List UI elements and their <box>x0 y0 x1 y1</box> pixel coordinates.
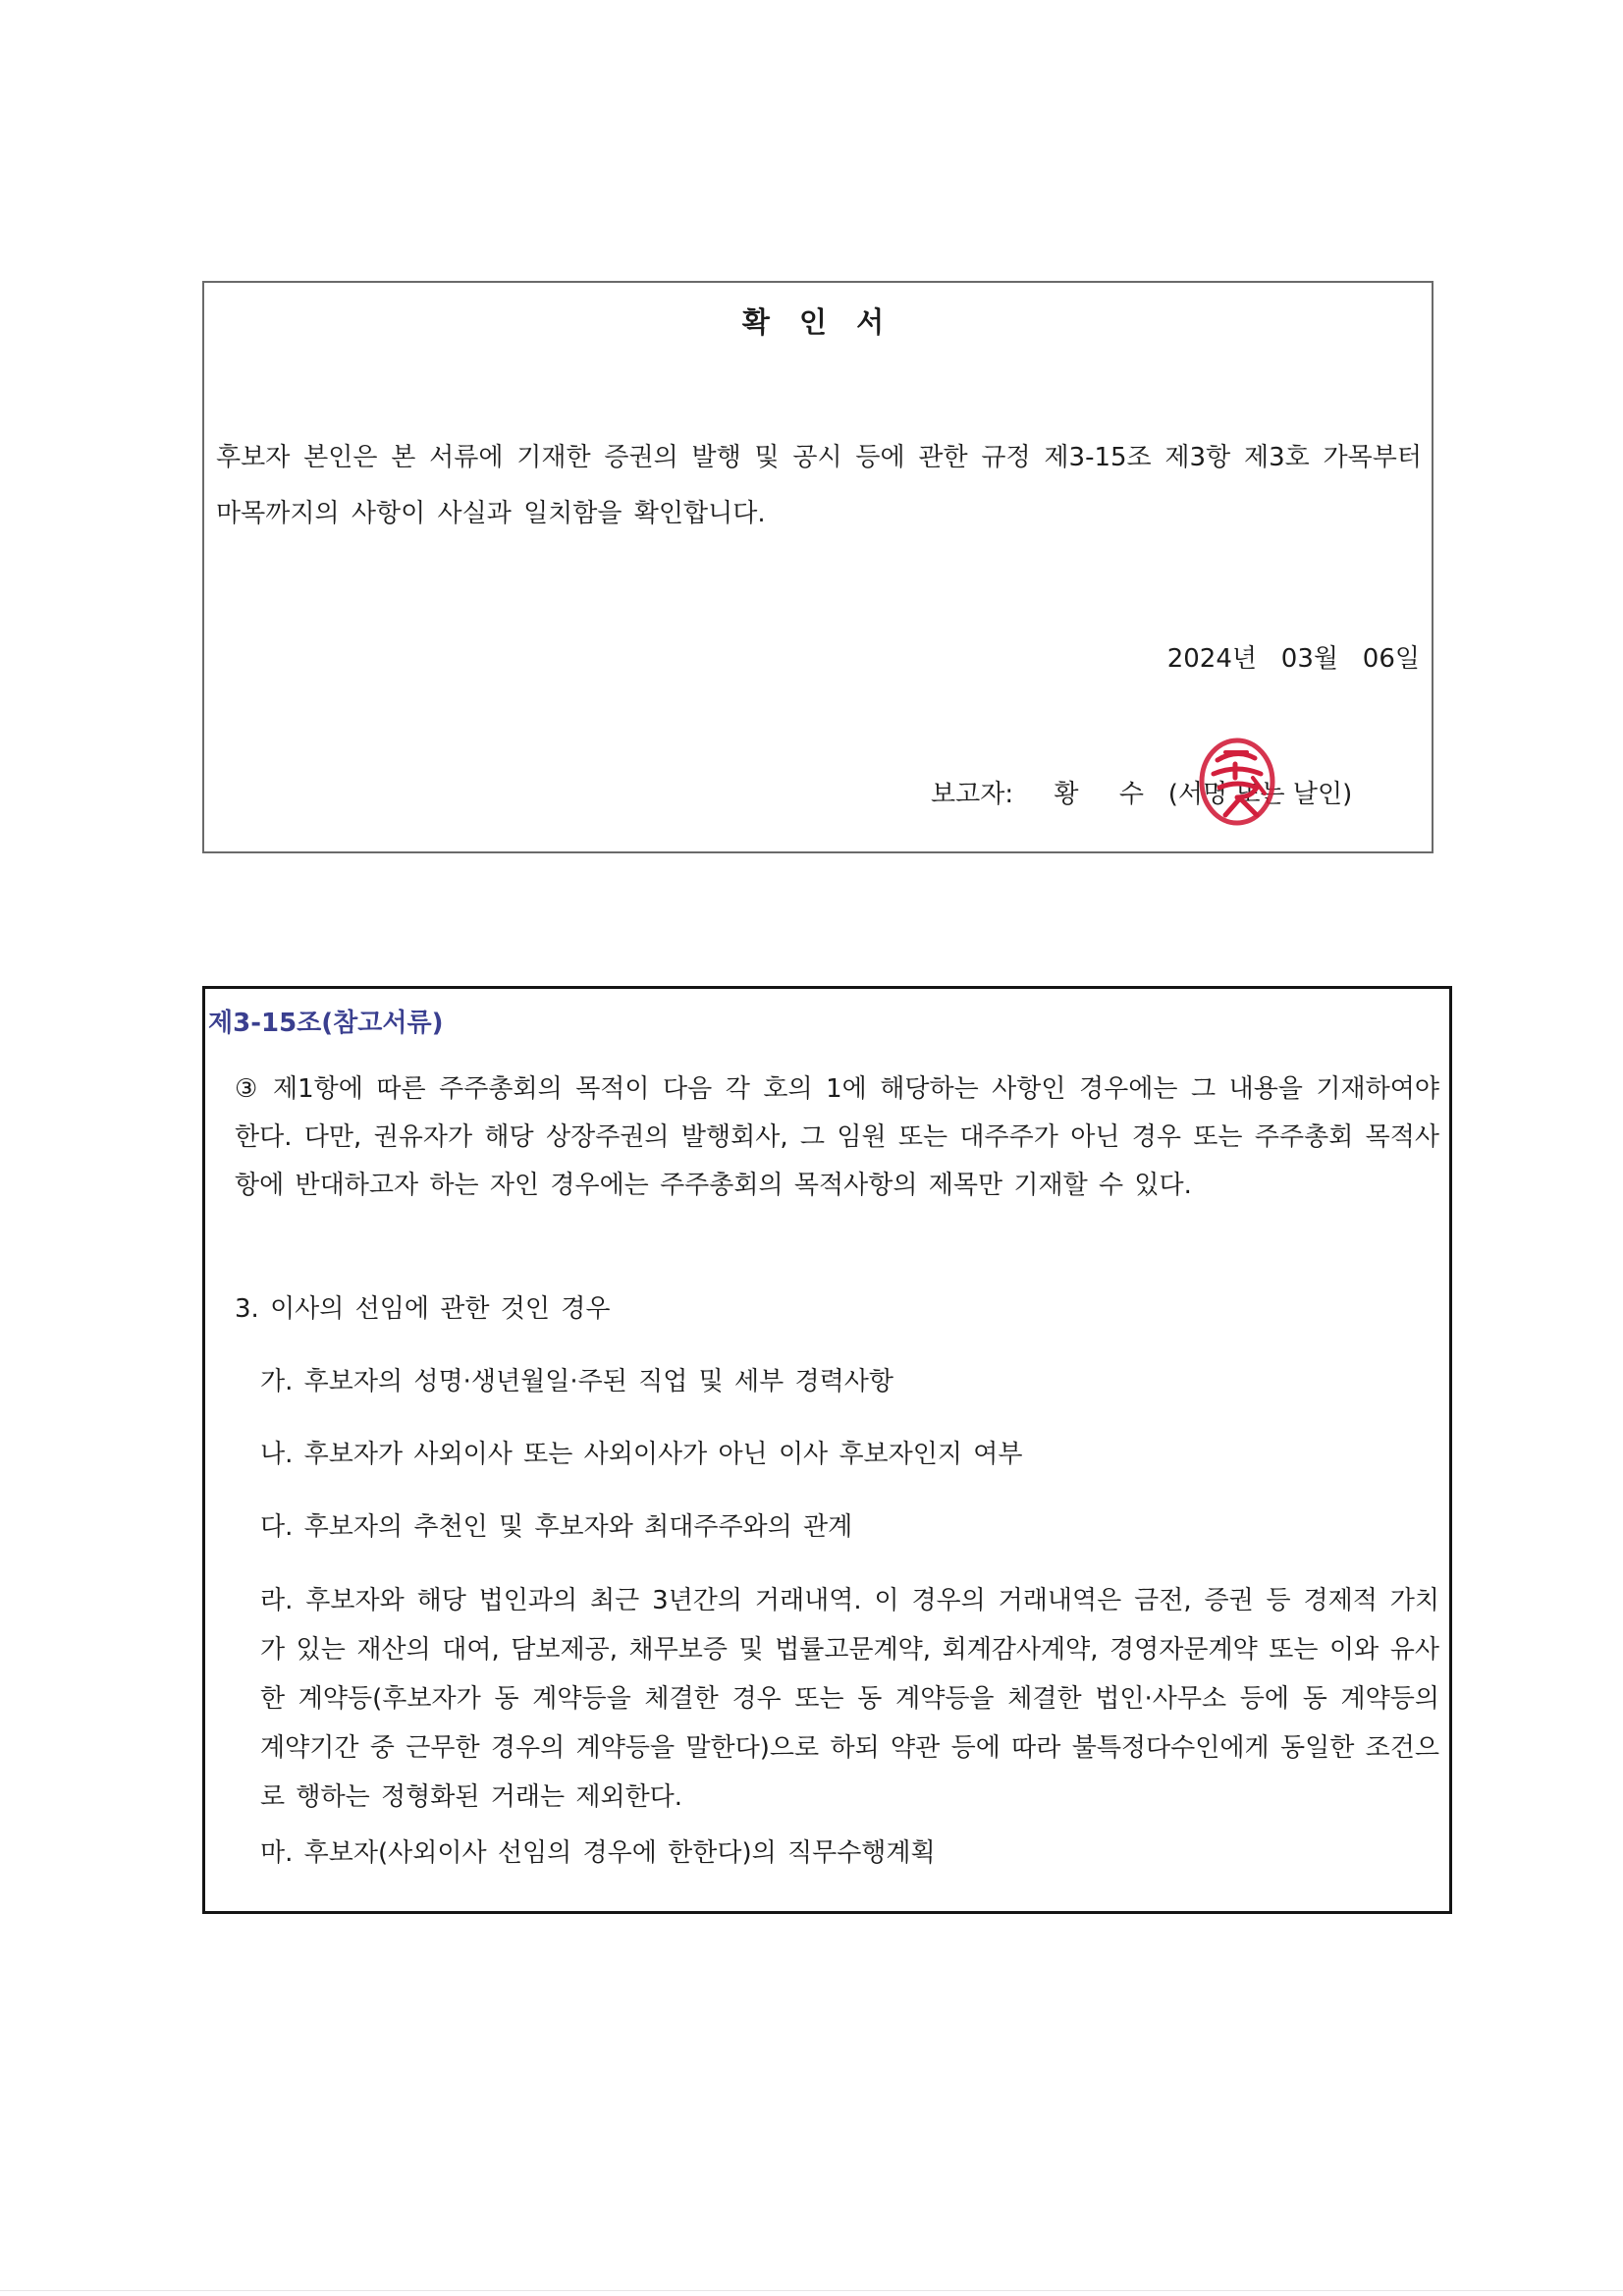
confirmation-body: 후보자 본인은 본 서류에 기재한 증권의 발행 및 공시 등에 관한 규정 제3-15조 제3항 제3호 가목부터 마목까지의 사항이 사실과 일치함을 확인합니다. <box>216 443 1422 528</box>
reference-item-3: 3. 이사의 선임에 관한 것인 경우 <box>235 1294 611 1324</box>
reference-sub-item-da: 다. 후보자의 추천인 및 후보자와 최대주주와의 관계 <box>260 1512 853 1542</box>
confirmation-title: 확 인 서 <box>741 305 894 339</box>
reference-main-paragraph: ③ 제1항에 따른 주주총회의 목적이 다음 각 호의 1에 해당하는 사항인 경우에는 그 내용을 기재하여야 한다. 다만, 권유자가 해당 상장주권의 발행회사, 그 임원 또는 대주주가 아닌 경우 또는 주주총회 목적사항에 반대하고자 하는 자인 경우에는 주주총회의 목적사항의 제목만 기재할 수 있다. <box>235 1074 1439 1200</box>
reference-box <box>202 986 1452 1914</box>
red-seal-stamp-icon <box>1196 735 1278 829</box>
reference-sub-item-ra: 라. 후보자와 해당 법인과의 최근 3년간의 거래내역. 이 경우의 거래내역은 금전, 증권 등 경제적 가치가 있는 재산의 대여, 담보제공, 채무보증 및 법률고문계약, 회계감사계약, 경영자문계약 또는 이와 유사한 계약등(후보자가 동 계약등을 체결한 경우 또는 동 계약등을 체결한 법인·사무소 등에 동 계약등의 계약기간 중 근무한 경우의 계약등을 말한다)으로 하되 약관 등에 따라 불특정다수인에게 동일한 조건으로 행하는 정형화된 거래는 제외한다. <box>260 1586 1439 1812</box>
reporter-signature-line: 보고자: 황 수 (서명 또는 날인) <box>931 780 1353 809</box>
reference-sub-item-ma: 마. 후보자(사외이사 선임의 경우에 한한다)의 직무수행계획 <box>260 1838 936 1868</box>
reference-sub-item-na: 나. 후보자가 사외이사 또는 사외이사가 아닌 이사 후보자인지 여부 <box>260 1440 1023 1469</box>
page-bottom-edge <box>0 2290 1623 2291</box>
reference-sub-item-ga: 가. 후보자의 성명·생년월일·주된 직업 및 세부 경력사항 <box>260 1367 893 1396</box>
reference-title: 제3-15조(참고서류) <box>208 1009 444 1038</box>
confirmation-date: 2024년 03월 06일 <box>1166 644 1420 674</box>
